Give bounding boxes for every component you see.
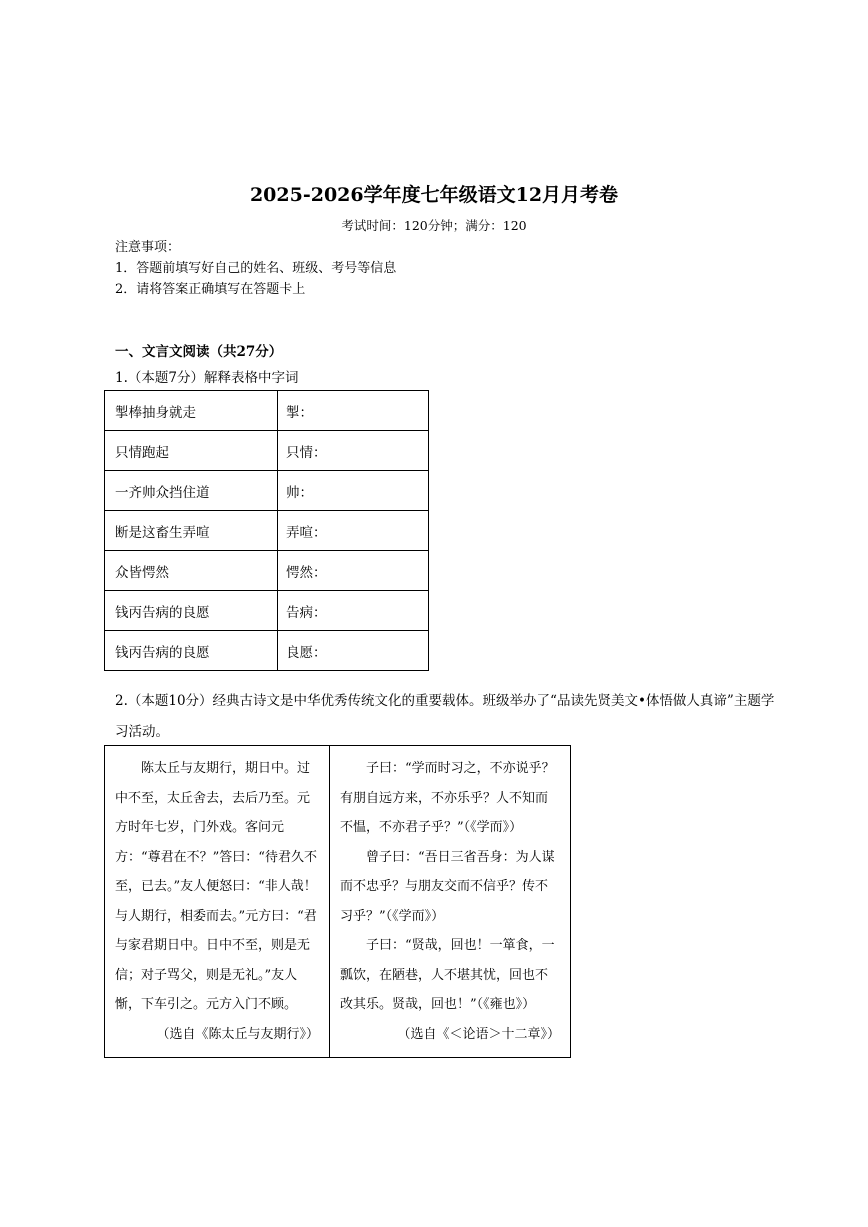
notes-item: 1．答题前填写好自己的姓名、班级、考号等信息 — [115, 261, 397, 276]
table-cell-term: 弄喧： — [278, 511, 429, 551]
table-cell-term: 愕然： — [278, 551, 429, 591]
exam-subtitle: 考试时间：120分钟；满分：120 — [341, 218, 527, 233]
table-row — [105, 391, 429, 431]
table-row — [105, 591, 429, 631]
table-row — [105, 631, 429, 671]
vocab-table — [104, 390, 429, 671]
table-cell-term: 帅： — [278, 471, 429, 511]
classical-texts-table — [104, 745, 571, 1058]
table-cell-term: 掣： — [278, 391, 429, 431]
exam-title: 2025-2026学年度七年级语文12月月考卷 — [249, 184, 619, 206]
table-cell-phrase: 断是这畜生弄喧 — [105, 511, 278, 551]
question-2-stem: 2.（本题10分）经典古诗文是中华优秀传统文化的重要载体。班级举办了“品读先贤美文•体悟做人真谛”主题学习活动。 — [115, 693, 775, 740]
table-cell-term: 告病： — [278, 591, 429, 631]
table-row — [105, 431, 429, 471]
notes-item: 2．请将答案正确填写在答题卡上 — [115, 282, 306, 297]
table-cell-phrase: 众皆愕然 — [105, 551, 278, 591]
table-row — [105, 551, 429, 591]
table-cell-phrase: 掣棒抽身就走 — [105, 391, 278, 431]
right-passage-source: （选自《＜论语＞十二章》） — [397, 1026, 560, 1042]
right-passage-cell — [330, 746, 571, 1058]
question-1-stem: 1.（本题7分）解释表格中字词 — [115, 370, 299, 386]
table-cell-phrase: 钱丙告病的良愿 — [105, 591, 278, 631]
section-heading: 一、文言文阅读（共27分） — [115, 344, 283, 360]
notes-heading: 注意事项： — [115, 240, 181, 255]
table-row — [105, 511, 429, 551]
notes-block — [115, 237, 396, 300]
left-passage-cell — [105, 746, 330, 1058]
table-cell-phrase: 钱丙告病的良愿 — [105, 631, 278, 671]
table-cell-phrase: 一齐帅众挡住道 — [105, 471, 278, 511]
table-row — [105, 746, 571, 1058]
table-cell-term: 只情： — [278, 431, 429, 471]
table-cell-term: 良愿： — [278, 631, 429, 671]
right-passage-paragraph: 子曰：“学而时习之，不亦说乎？有朋自远方来，不亦乐乎？人不知而不愠，不亦君子乎？”（《学而》） — [340, 761, 555, 835]
left-passage-source: （选自《陈太丘与友期行》） — [156, 1026, 319, 1042]
table-cell-phrase: 只情跑起 — [105, 431, 278, 471]
right-passage-paragraph: 曾子曰：“吾日三省吾身：为人谋而不忠乎？与朋友交而不信乎？传不习乎？”（《学而》） — [340, 849, 555, 924]
left-passage-text: 陈太丘与友期行，期日中。过中不至，太丘舍去，去后乃至。元方时年七岁，门外戏。客问元方：“尊君在不？”答曰：“待君久不至，已去。”友人便怒曰：“非人哉！与人期行，相委而去。”元方曰：“君与家君期日中。日中不至，则是无信；对子骂父，则是无礼。”友人惭，下车引之。元方入门不顾。 — [115, 761, 317, 1012]
table-row — [105, 471, 429, 511]
right-passage-paragraph: 子曰：“贤哉，回也！一箪食，一瓢饮，在陋巷，人不堪其忧，回也不改其乐。贤哉，回也！”（《雍也》） — [340, 938, 555, 1012]
